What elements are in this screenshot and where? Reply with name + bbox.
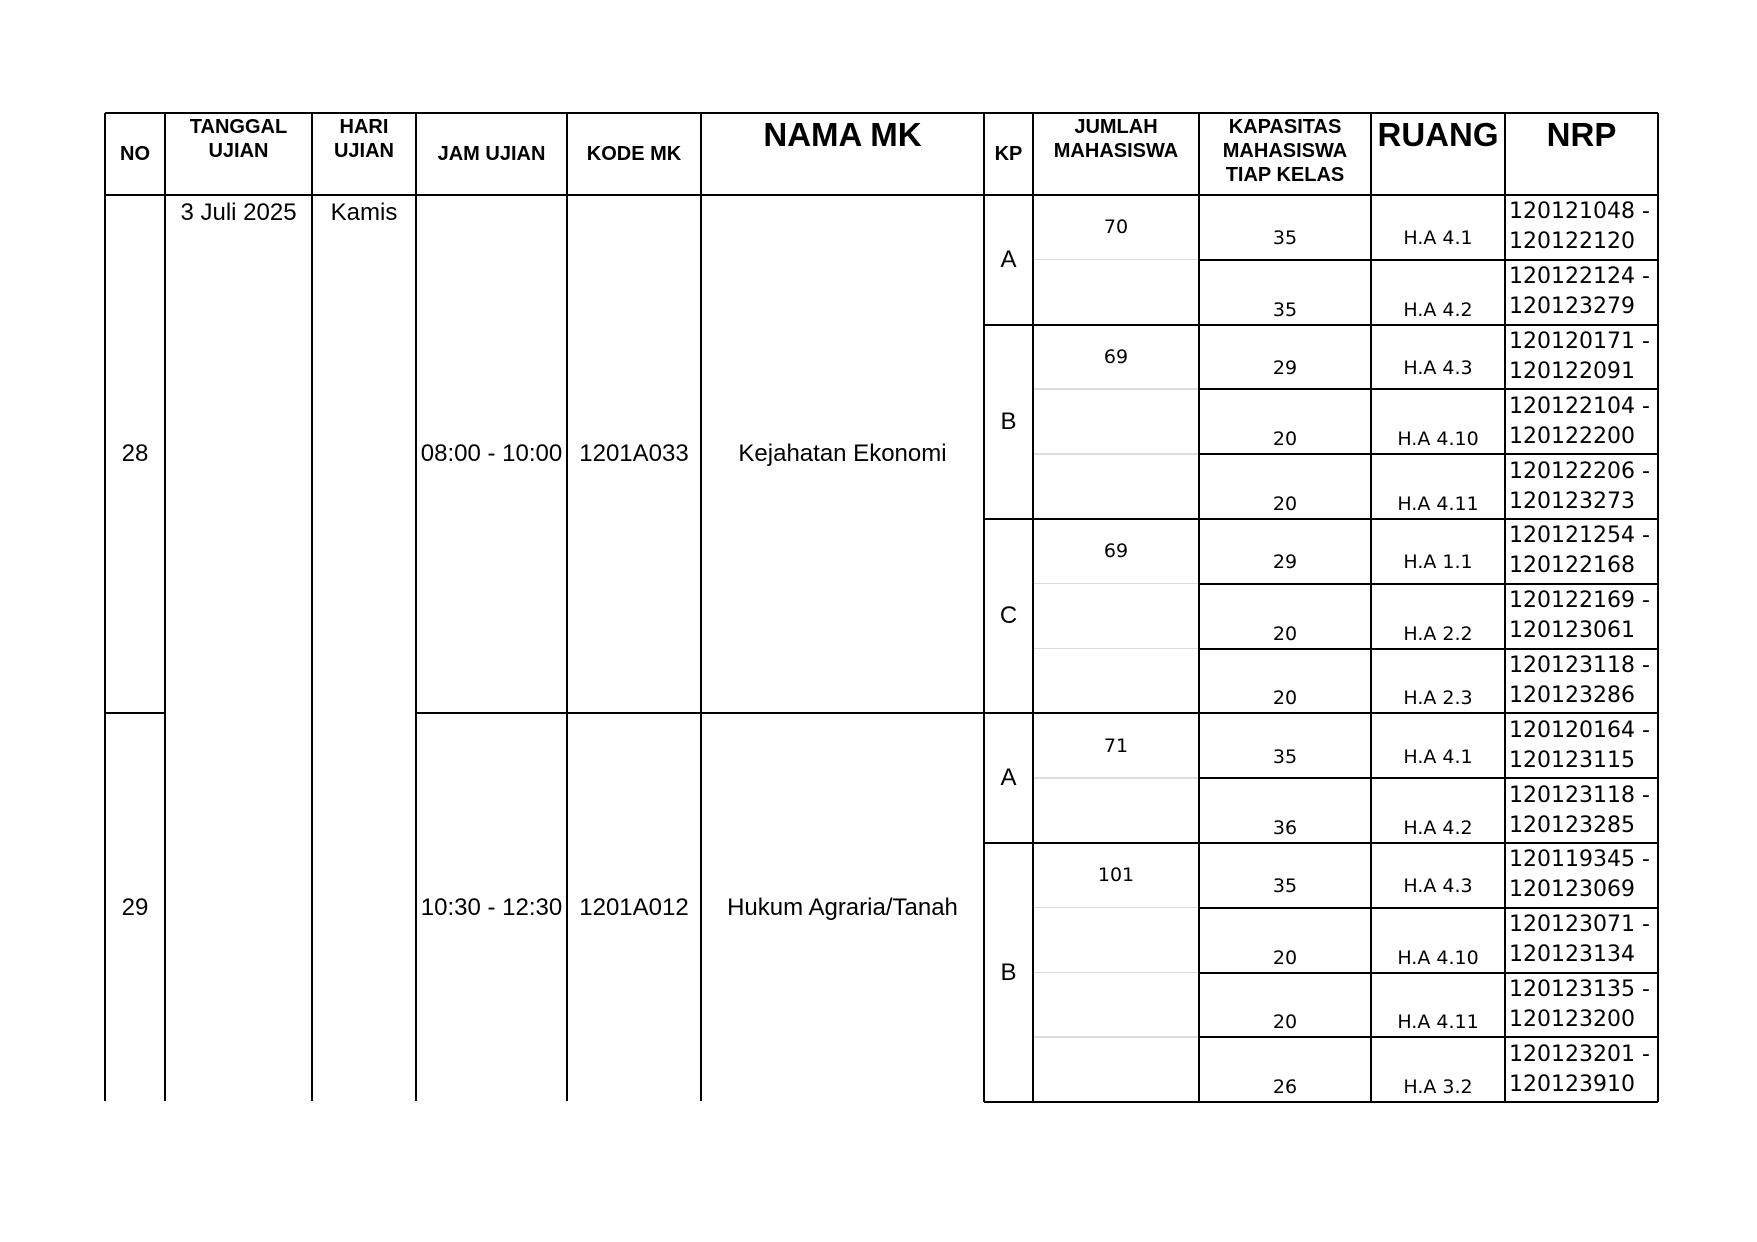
header-nrp: NRP <box>1546 116 1617 153</box>
gridline <box>1199 259 1658 261</box>
kapasitas-value: 26 <box>1272 1076 1298 1099</box>
course-name: Hukum Agraria/Tanah <box>727 893 958 921</box>
exam-date: 3 Juli 2025 <box>180 199 297 226</box>
ruang-value: H.A 4.2 <box>1403 298 1473 321</box>
gridline-light <box>1033 583 1199 585</box>
ruang-value: H.A 4.3 <box>1403 356 1473 379</box>
nrp-end: 120123910 <box>1509 1071 1635 1097</box>
nrp-end: 120123115 <box>1509 747 1635 773</box>
exam-time: 08:00 - 10:00 <box>420 440 563 468</box>
nrp-start: 120122169 - <box>1509 588 1650 614</box>
kapasitas-value: 35 <box>1272 875 1298 898</box>
nrp-range <box>1505 325 1658 390</box>
kp-class: C <box>999 602 1018 630</box>
header-kode-mk: KODE MK <box>586 143 682 165</box>
header-jumlah-mahasiswa: JUMLAH MAHASISWA <box>1053 116 1179 162</box>
gridline <box>1198 113 1200 1102</box>
gridline <box>105 712 165 714</box>
ruang-value: H.A 4.11 <box>1397 1011 1479 1034</box>
nrp-end: 120122091 <box>1509 358 1635 384</box>
nrp-range <box>1505 195 1658 260</box>
nrp-range <box>1505 389 1658 454</box>
gridline-light <box>1033 453 1199 455</box>
gridline-light <box>1033 907 1199 909</box>
nrp-end: 120123134 <box>1509 942 1635 968</box>
gridline <box>416 712 1658 714</box>
gridline <box>1199 907 1658 909</box>
gridline <box>1199 648 1658 650</box>
nrp-start: 120122206 - <box>1509 458 1650 484</box>
ruang-value: H.A 2.2 <box>1403 622 1473 645</box>
gridline <box>1199 453 1658 455</box>
course-name: Kejahatan Ekonomi <box>738 440 947 468</box>
kp-class: B <box>1000 407 1017 435</box>
gridline <box>566 113 568 1101</box>
jumlah-mahasiswa: 101 <box>1097 864 1135 887</box>
header-nama-mk: NAMA MK <box>763 116 922 153</box>
course-no: 29 <box>121 893 149 921</box>
jumlah-mahasiswa: 71 <box>1103 734 1129 757</box>
kapasitas-value: 20 <box>1272 946 1298 969</box>
exam-day: Kamis <box>330 199 398 226</box>
gridline <box>700 113 702 1101</box>
header-no: NO <box>120 143 150 165</box>
kapasitas-value: 20 <box>1272 622 1298 645</box>
header-jam-ujian: JAM UJIAN <box>437 143 546 165</box>
nrp-start: 120119345 - <box>1509 847 1650 873</box>
ruang-value: H.A 4.2 <box>1403 816 1473 839</box>
nrp-end: 120123061 <box>1509 618 1635 644</box>
course-no: 28 <box>121 440 149 468</box>
ruang-value: H.A 4.10 <box>1397 946 1479 969</box>
nrp-start: 120122124 - <box>1509 264 1650 290</box>
gridline <box>1657 113 1659 1102</box>
kapasitas-value: 35 <box>1272 227 1298 250</box>
nrp-end: 120123069 <box>1509 877 1635 903</box>
gridline-light <box>1033 388 1199 390</box>
nrp-end: 120123273 <box>1509 488 1635 514</box>
gridline-light <box>1033 648 1199 650</box>
gridline-light <box>1033 777 1199 779</box>
jumlah-mahasiswa: 69 <box>1103 540 1129 563</box>
ruang-value: H.A 4.1 <box>1403 227 1473 250</box>
gridline <box>105 112 1658 114</box>
kp-class: A <box>1000 245 1017 273</box>
nrp-end: 120123279 <box>1509 294 1635 320</box>
nrp-start: 120120164 - <box>1509 717 1650 743</box>
nrp-range <box>1505 713 1658 778</box>
gridline <box>1032 113 1034 1102</box>
nrp-end: 120122120 <box>1509 229 1635 255</box>
gridline <box>984 324 1658 326</box>
ruang-value: H.A 3.2 <box>1403 1076 1473 1099</box>
nrp-start: 120121048 - <box>1509 199 1650 225</box>
kp-class: B <box>1000 958 1017 986</box>
header-hari-ujian: HARI UJIAN <box>333 116 394 162</box>
gridline <box>984 1101 1658 1103</box>
gridline <box>1370 113 1372 1102</box>
kp-class: A <box>1000 764 1017 792</box>
gridline <box>105 194 1658 196</box>
ruang-value: H.A 4.11 <box>1397 492 1479 515</box>
nrp-range <box>1505 584 1658 649</box>
nrp-range <box>1505 843 1658 908</box>
ruang-value: H.A 4.3 <box>1403 875 1473 898</box>
ruang-value: H.A 4.10 <box>1397 428 1479 451</box>
kapasitas-value: 35 <box>1272 298 1298 321</box>
nrp-range <box>1505 260 1658 325</box>
gridline-light <box>1033 259 1199 261</box>
gridline <box>1504 113 1506 1102</box>
nrp-start: 120123135 - <box>1509 976 1650 1002</box>
nrp-range <box>1505 649 1658 714</box>
nrp-end: 120123286 <box>1509 682 1635 708</box>
nrp-start: 120121254 - <box>1509 523 1650 549</box>
nrp-end: 120123200 <box>1509 1006 1635 1032</box>
header-kp: KP <box>994 143 1023 165</box>
nrp-start: 120123118 - <box>1509 782 1650 808</box>
nrp-end: 120123285 <box>1509 812 1635 838</box>
header-tanggal-ujian: TANGGAL UJIAN <box>189 116 288 162</box>
gridline <box>1199 777 1658 779</box>
nrp-range <box>1505 454 1658 519</box>
ruang-value: H.A 4.1 <box>1403 745 1473 768</box>
gridline <box>983 113 985 1102</box>
nrp-start: 120123118 - <box>1509 652 1650 678</box>
nrp-range <box>1505 973 1658 1038</box>
nrp-start: 120122104 - <box>1509 393 1650 419</box>
nrp-start: 120120171 - <box>1509 328 1650 354</box>
kapasitas-value: 20 <box>1272 1011 1298 1034</box>
kapasitas-value: 20 <box>1272 687 1298 710</box>
nrp-end: 120122200 <box>1509 423 1635 449</box>
gridline <box>164 113 166 1101</box>
gridline <box>104 113 106 1101</box>
kapasitas-value: 20 <box>1272 428 1298 451</box>
course-code: 1201A012 <box>579 893 689 921</box>
nrp-start: 120123071 - <box>1509 912 1650 938</box>
gridline-light <box>1033 972 1199 974</box>
kapasitas-value: 36 <box>1272 816 1298 839</box>
exam-time: 10:30 - 12:30 <box>420 893 563 921</box>
header-ruang: RUANG <box>1377 116 1499 153</box>
gridline <box>984 842 1658 844</box>
gridline <box>415 113 417 1101</box>
kapasitas-value: 35 <box>1272 745 1298 768</box>
gridline <box>311 113 313 1101</box>
gridline <box>984 518 1658 520</box>
nrp-range <box>1505 519 1658 584</box>
nrp-start: 120123201 - <box>1509 1041 1650 1067</box>
jumlah-mahasiswa: 69 <box>1103 345 1129 368</box>
gridline <box>1199 972 1658 974</box>
gridline <box>1199 583 1658 585</box>
nrp-range <box>1505 778 1658 843</box>
course-code: 1201A033 <box>579 440 689 468</box>
ruang-value: H.A 1.1 <box>1403 551 1473 574</box>
gridline <box>1199 388 1658 390</box>
jumlah-mahasiswa: 70 <box>1103 216 1129 239</box>
gridline-light <box>1033 1036 1199 1038</box>
nrp-range <box>1505 1037 1658 1102</box>
kapasitas-value: 20 <box>1272 492 1298 515</box>
kapasitas-value: 29 <box>1272 356 1298 379</box>
gridline <box>1199 1036 1658 1038</box>
ruang-value: H.A 2.3 <box>1403 687 1473 710</box>
header-kapasitas: KAPASITAS MAHASISWA TIAP KELAS <box>1222 116 1348 186</box>
nrp-range <box>1505 908 1658 973</box>
kapasitas-value: 29 <box>1272 551 1298 574</box>
nrp-end: 120122168 <box>1509 553 1635 579</box>
